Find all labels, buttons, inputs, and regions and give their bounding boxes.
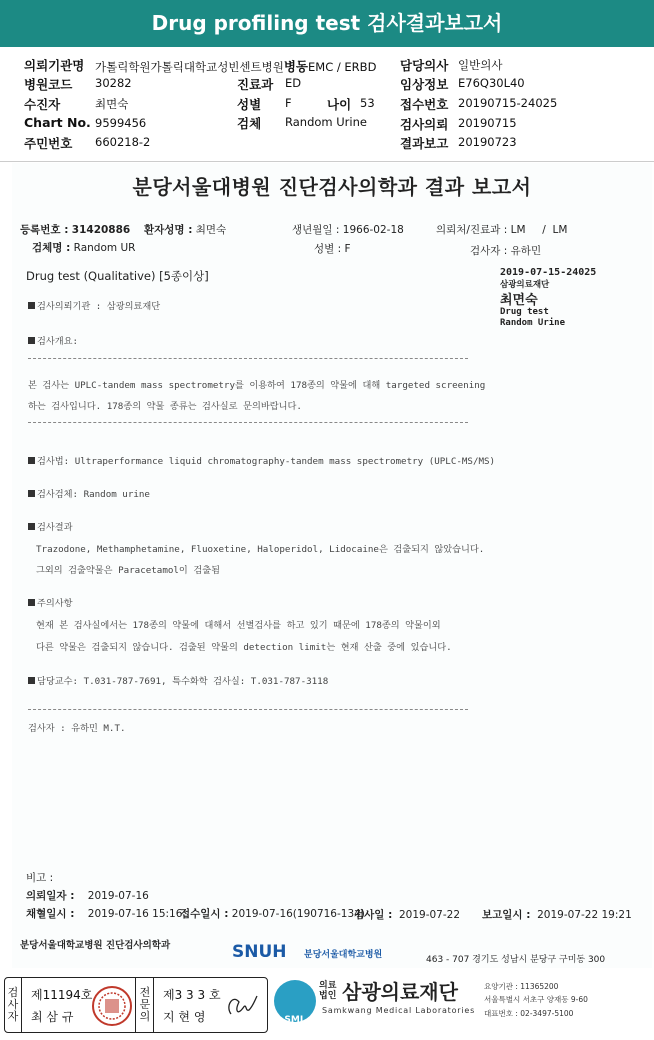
sex-label: 성별 (237, 97, 262, 112)
red-seal-stamp-icon (91, 985, 133, 1027)
test-name: Drug test (Qualitative) [5종이상] (26, 269, 209, 283)
chart-value: 9599456 (95, 116, 147, 130)
id-value: 660218-2 (95, 135, 151, 149)
expert-license: 제3 3 3 호 (163, 988, 221, 1002)
body-contact: 담당교수: T.031-787-7691, 특수화학 검사실: T.031-787-3118 (28, 673, 328, 687)
org-label: 의뢰기관명 (24, 58, 85, 73)
corp-en: Samkwang Medical Laboratories (322, 1006, 476, 1015)
body-result-head: 검사결과 (28, 519, 73, 533)
patient-value: 최면숙 (95, 97, 129, 111)
report-value: 20190723 (458, 135, 517, 149)
body-tester: 검사자 : 유하민 M.T. (28, 723, 126, 734)
code-label: 병원코드 (24, 77, 73, 92)
dept-line: 분당서울대학교병원 진단검사의학과 (20, 940, 171, 951)
body-specimen: 검사검체: Random urine (28, 486, 150, 500)
sep-2 (135, 978, 136, 1032)
sml-logo-icon: SML (274, 980, 316, 1022)
req-date: 의뢰일자 : 2019-07-16 (26, 890, 149, 902)
name-field: 환자성명 : 최면숙 (144, 224, 227, 236)
specimen-value: Random Urine (285, 115, 367, 129)
header-info (0, 47, 654, 162)
sex-field: 성별 : F (314, 243, 351, 255)
reg-field: 등록번호 : 31420886 (20, 224, 131, 236)
body-inst: 검사의뢰기관 : 삼광의료재단 (28, 298, 160, 312)
doctor-label: 담당의사 (400, 58, 449, 73)
age-value: 53 (360, 96, 375, 110)
recv-date: 접수일시 : 2019-07-16(190716-134) (180, 908, 365, 920)
body-caution-head: 주의사항 (28, 595, 73, 609)
signature-box (4, 977, 268, 1033)
right-block-1: 삼광의료재단 (500, 280, 550, 290)
dob-field: 생년월일 : 1966-02-18 (292, 224, 404, 236)
corp-info-1: 요양기관 : 11365200 (484, 982, 559, 991)
patient-label: 수진자 (24, 97, 61, 112)
divider-2 (28, 422, 468, 423)
refer-field: 의뢰처/진료과 : LM / LM (436, 224, 568, 236)
lab-report (12, 163, 652, 968)
body-caution-2: 다른 약물은 검출되지 않습니다. 검출된 약물의 detection limit는 현재 산출 중에 있습니다. (36, 642, 452, 653)
corp-small: 의료법인 (319, 981, 337, 1001)
tester-license: 제11194호 (31, 988, 93, 1002)
receipt-label: 접수번호 (400, 97, 449, 112)
body-result-1: Trazodone, Methamphetamine, Fluoxetine, Haloperidol, Lidocaine은 검출되지 않았습니다. (36, 544, 485, 555)
receipt-value: 20190715-24025 (458, 96, 558, 110)
dept-value: ED (285, 76, 302, 90)
report-title: 분당서울대병원 진단검사의학과 결과 보고서 (132, 175, 532, 199)
sep-3 (153, 978, 154, 1032)
snuh-address: 463 - 707 경기도 성남시 분당구 구미동 300 (426, 955, 606, 965)
divider-1 (28, 358, 468, 359)
divider-3 (28, 709, 468, 710)
specimen-label: 검체 (237, 116, 262, 131)
code-value: 30282 (95, 76, 132, 90)
certification-footer (0, 972, 654, 1040)
body-caution-1: 현재 본 검사실에서는 178종의 약물에 대해서 선별검사를 하고 있기 때문에 178종의 약물이외 (36, 620, 441, 631)
right-block-0: 2019-07-15-24025 (500, 267, 597, 278)
body-method: 검사법: Ultraperformance liquid chromatography-tandem mass spectrometry (UPLC-MS/MS) (28, 453, 495, 467)
report-banner-title: Drug profiling test 검사결과보고서 (0, 0, 654, 47)
clinical-label: 임상정보 (400, 77, 449, 92)
snuh-logo: SNUH (232, 942, 287, 962)
rep-date: 보고일시 : 2019-07-22 19:21 (482, 909, 632, 921)
corp-name: 삼광의료재단 (342, 980, 458, 1004)
req-value: 20190715 (458, 116, 517, 130)
right-block-3: Drug test (500, 307, 549, 317)
tester-field: 검사자 : 유하민 (470, 245, 542, 257)
body-overview-2: 하는 검사입니다. 178종의 약물 종류는 검사실로 문의바랍니다. (28, 401, 302, 412)
body-result-2: 그외의 검출약물은 Paracetamol이 검출됨 (36, 565, 220, 576)
body-overview-1: 본 검사는 UPLC-tandem mass spectrometry를 이용하여 178종의 약물에 대해 targeted screening (28, 380, 486, 391)
right-block-4: Random Urine (500, 318, 566, 328)
corp-info-2: 서울특별시 서초구 양재동 9-60 (484, 995, 588, 1004)
chart-label: Chart No. (24, 115, 91, 130)
test-date: 검사일 : 2019-07-22 (354, 909, 461, 921)
sep-1 (21, 978, 22, 1032)
collect-date: 채혈일시 : 2019-07-16 15:16 (26, 908, 183, 920)
body-overview-head: 검사개요: (28, 333, 78, 347)
id-label: 주민번호 (24, 136, 73, 151)
tester-name: 최 삼 규 (31, 1010, 74, 1024)
snuh-kr: 분당서울대학교병원 (304, 950, 383, 960)
org-value: 가톨릭학원가톨릭대학교성빈센트병원병동EMC / ERBD (95, 59, 377, 74)
expert-name: 지 현 영 (163, 1010, 206, 1024)
remark: 비고 : (26, 872, 54, 884)
vertical-expert-label: 전문의 (139, 986, 151, 1023)
report-label: 결과보고 (400, 136, 449, 151)
signature-icon (223, 988, 263, 1024)
req-label: 검사의뢰 (400, 117, 449, 132)
sex-value: F (285, 96, 292, 110)
right-block-2: 최면숙 (500, 293, 538, 308)
doctor-value: 일반의사 (458, 58, 503, 72)
age-label: 나이 (327, 97, 352, 112)
clinical-value: E76Q30L40 (458, 76, 525, 90)
spec-field: 검체명 : Random UR (32, 242, 136, 254)
vertical-tester-label: 검사자 (7, 986, 19, 1023)
dept-label: 진료과 (237, 77, 274, 92)
corp-info-3: 대표번호 : 02-3497-5100 (484, 1009, 574, 1018)
